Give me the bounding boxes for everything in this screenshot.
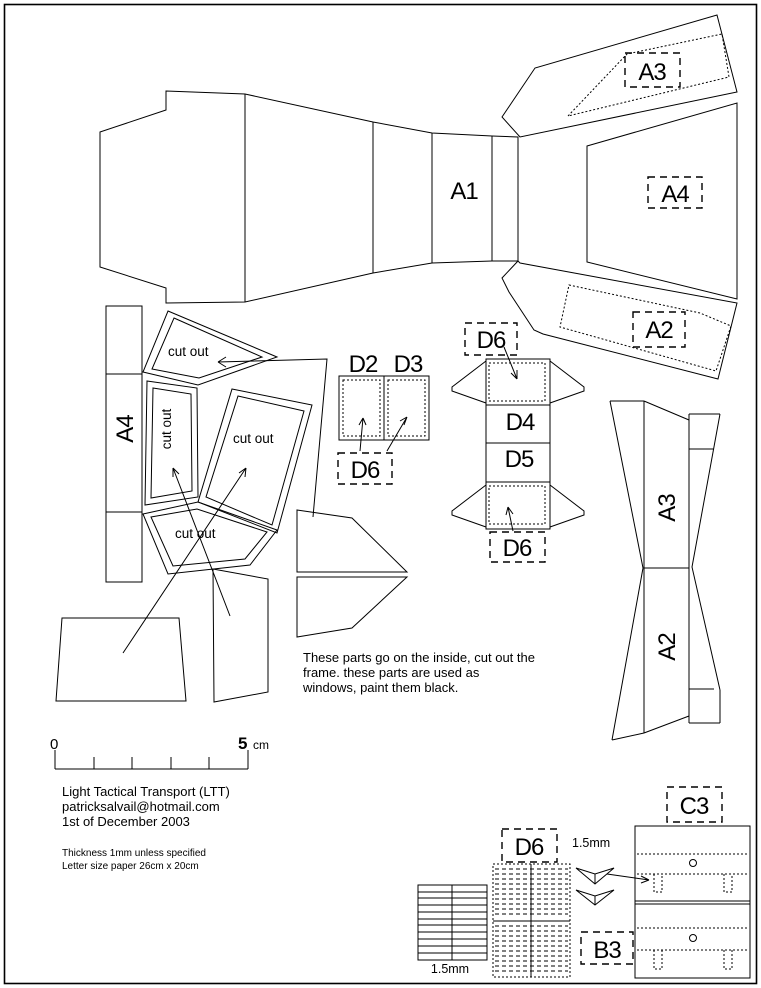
chevron-to-c3-arrow [607,874,649,883]
d5-label: D5 [504,446,534,473]
part-d4-d5-strip [452,323,584,562]
bowtie-outline [610,401,689,740]
note-line-1: These parts go on the inside, cut out the [303,650,535,665]
credits-block [62,784,230,872]
c3-middle-divider [635,901,750,904]
part-a3-wing [502,15,737,137]
d6-sheet-center-lines [493,864,570,977]
d4d5-bottom-dotted [489,486,545,524]
part-a1-fuselage [100,91,518,303]
grid-thickness-label: 1.5mm [430,962,470,976]
d4d5-outline [486,359,550,529]
d2-label: D2 [348,351,378,378]
part-a3-a2-bowtie [610,401,720,740]
scale-ruler [50,734,269,769]
c3-fold-lines [637,854,748,950]
window-note [302,650,535,695]
model-date: 1st of December 2003 [62,814,190,829]
b3-label: B3 [593,937,621,964]
part-c3 [635,787,750,978]
a1-label: A1 [450,178,478,205]
ruler-unit-label: cm [253,738,269,752]
ruler-zero-label: 0 [50,736,59,753]
window-trapezoid [56,618,186,701]
window-quad [213,569,268,702]
d4d5-glue-flaps [452,361,584,527]
d3-label: D3 [393,351,423,378]
part-a4-panel [587,103,737,299]
bowtie-side-strip [689,414,720,723]
a2-label: A2 [645,317,673,344]
a4-strip-outline [106,306,142,582]
author-email: patricksalvail@hotmail.com [62,799,220,814]
d6-label-3: D6 [502,535,532,562]
note-line-3: windows, paint them black. [303,680,459,695]
a3-label: A3 [638,59,666,86]
grid-lines [418,885,487,960]
d6-to-d3-arrow [387,417,407,451]
cut-out-label-top: cut out [168,344,209,359]
c3-outline [635,826,750,978]
cut-out-label-tall: cut out [159,408,174,450]
window-triangle-upper [297,510,407,572]
part-d2-d3 [338,351,429,484]
d6-bottom-arrow [506,507,513,531]
d6-label-1: D6 [350,457,380,484]
d4-label: D4 [505,409,535,436]
note-line-2: frame. these parts are used as [303,665,480,680]
c3-tabs-lower [654,950,732,969]
part-grid-strip [418,885,487,976]
chevron-lower [576,890,614,905]
a3-wing-outline [502,15,737,137]
model-title: Light Tactical Transport (LTT) [62,784,230,799]
spec-paper: Letter size paper 26cm x 20cm [62,861,199,872]
part-a4-strip [106,306,142,582]
cut-out-label-bottom: cut out [175,526,216,541]
spec-thickness: Thickness 1mm unless specified [62,848,206,859]
frame-slanted-outer [198,389,312,533]
c3-tabs-upper [654,874,732,892]
d6-thickness-label: 1.5mm [572,836,611,850]
window-triangle-lower [297,577,407,637]
d6-label-4: D6 [514,834,544,861]
part-a2-wing [502,261,737,379]
d2-inner-dotted [343,380,380,436]
ruler-five-label: 5 [238,734,248,753]
window-frames [123,311,327,653]
d6-label-2: D6 [476,327,506,354]
a2-bowtie-label: A2 [654,633,681,661]
c3-hole-lower [690,935,697,942]
c3-label: C3 [679,793,709,820]
a2-wing-outline [502,261,737,379]
chevron-upper [576,868,614,884]
a4-label: A4 [661,181,689,208]
d6-to-d2-arrow [359,418,366,451]
a3-bowtie-label: A3 [654,494,681,522]
cut-out-label-slanted: cut out [233,431,274,446]
ruler-line [55,750,248,769]
d3-inner-dotted [388,380,425,436]
a4-strip-label: A4 [112,415,139,443]
d4d5-top-dotted [489,363,545,401]
c3-hole-upper [690,860,697,867]
